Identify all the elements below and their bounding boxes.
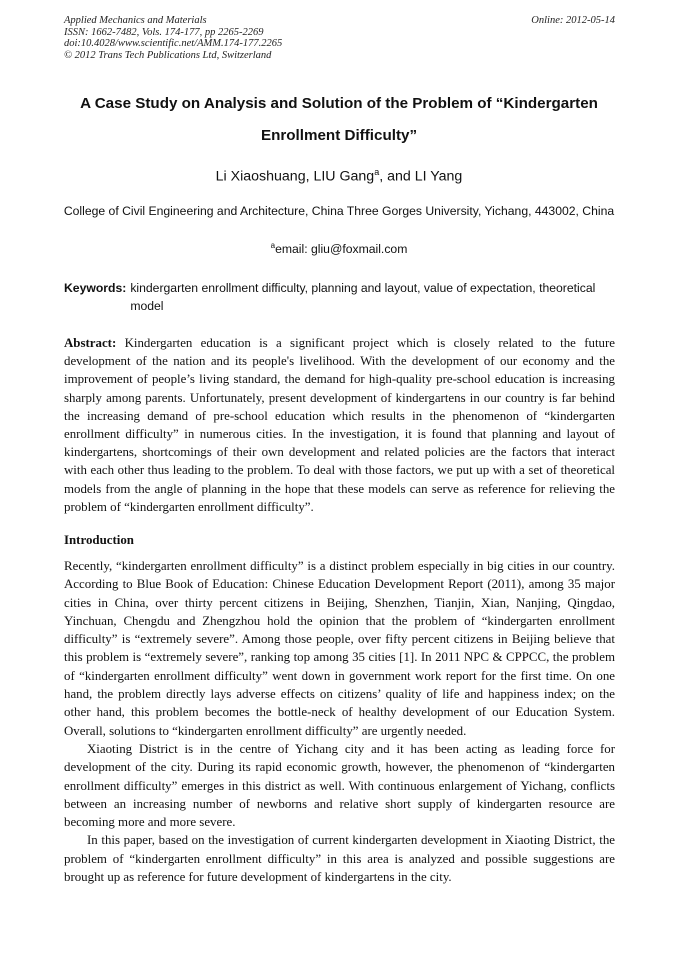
intro-paragraph-1: Recently, “kindergarten enrollment difficulty” is a distinct problem especially in big cities in our country. According to Blue Book of Education: Chinese Education Development Report (2011), among 35 major cities in China, over thirty percent citizens in Beijing, Shenzhen, Tianjin, Xian, Nanjing, Qingdao, Yinchuan, Chengdu and Zhengzhou hold the opinion that the problem of “kindergarten enrollment difficulty” is “extremely severe”. Among those people, over fifty percent citizens in Beijing believe that this problem is “extremely severe”, ranking top among 35 cities [1]. In 2011 NPC & CPPCC, the problem of “kindergarten enrollment difficulty” went down in government work report for the first time. On one hand, the problem directly lays adverse effects on citizens’ quality of life and happiness index; on the other hand, this problem becomes the bottle-neck of healthy development of our Education System. Overall, solutions to “kindergarten enrollment difficulty” are urgently needed. [64,559,615,738]
issn-line: ISSN: 1662-7482, Vols. 174-177, pp 2265-2269 [64,26,264,38]
introduction-heading: Introduction [64,533,134,547]
intro-paragraph-2: Xiaoting District is in the centre of Yichang city and it has been acting as leading force for development of the city. During its rapid economic growth, however, the phenomenon of “kindergarten enrollment difficulty” emerges in this district as well. With continuous enlargement of Yichang, conflicts between an increasing number of newborns and relative short supply of kindergarten resource are becoming more and more severe. [64,741,615,830]
author-3: , and LI Yang [379,168,463,185]
online-date: Online: 2012-05-14 [531,15,615,26]
keywords-text: kindergarten enrollment difficulty, planning and layout, value of expectation, theoretical model [130,281,596,313]
journal-name: Applied Mechanics and Materials [64,15,207,26]
email-marker: a [270,241,276,250]
email-address[interactable]: email: gliu@foxmail.com [275,242,408,257]
paper-title: A Case Study on Analysis and Solution of the Problem of “Kindergarten Enrollment Difficulty” [80,95,598,144]
abstract-label: Abstract: [64,336,117,350]
author-list [40,167,638,185]
affiliation: College of Civil Engineering and Architecture, China Three Gorges University, Yichang, 443002, China [63,204,615,218]
journal-header [64,15,615,61]
abstract [64,334,615,516]
doi-line[interactable]: doi:10.4028/www.scientific.net/AMM.174-177.2265 [64,38,283,49]
keywords-label: Keywords: [64,281,127,295]
author-1: Li Xiaoshuang, [215,168,314,185]
author-2-marker: a [374,167,380,177]
copyright-line: © 2012 Trans Tech Publications Ltd, Switzerland [64,49,272,61]
email-line [40,241,638,256]
keywords-block [64,279,615,315]
intro-paragraph-3: In this paper, based on the investigation of current kindergarten development in Xiaoting District, the problem of “kindergarten enrollment difficulty” in this area is analyzed and possible suggestions are brought up as reference for future development of kindergartens in the city. [64,833,615,885]
author-2: LIU Gang [313,168,375,185]
abstract-text: Kindergarten education is a significant project which is closely related to the future development of the nation and its people's livelihood. With the development of our economy and the improvement of people’s living standard, the demand for high-quality pre-school education is increasing sharply among parents. Unfortunately, present development of kindergartens in our country is far behind the increasing demand of pre-school education which results in the phenomenon of “kindergarten enrollment difficulty” in numerous cities. In the investigation, it is found that planning and layout of kindergartens, shortcomings of their own development and related policies are the factors that interact with each other thus leading to the problem. To deal with those factors, we put up with a set of theoretical models from the angle of planning in the hope that these models can serve as reference for relieving the problem of “kindergarten enrollment difficulty”. [64,336,615,514]
introduction-body [64,557,615,886]
